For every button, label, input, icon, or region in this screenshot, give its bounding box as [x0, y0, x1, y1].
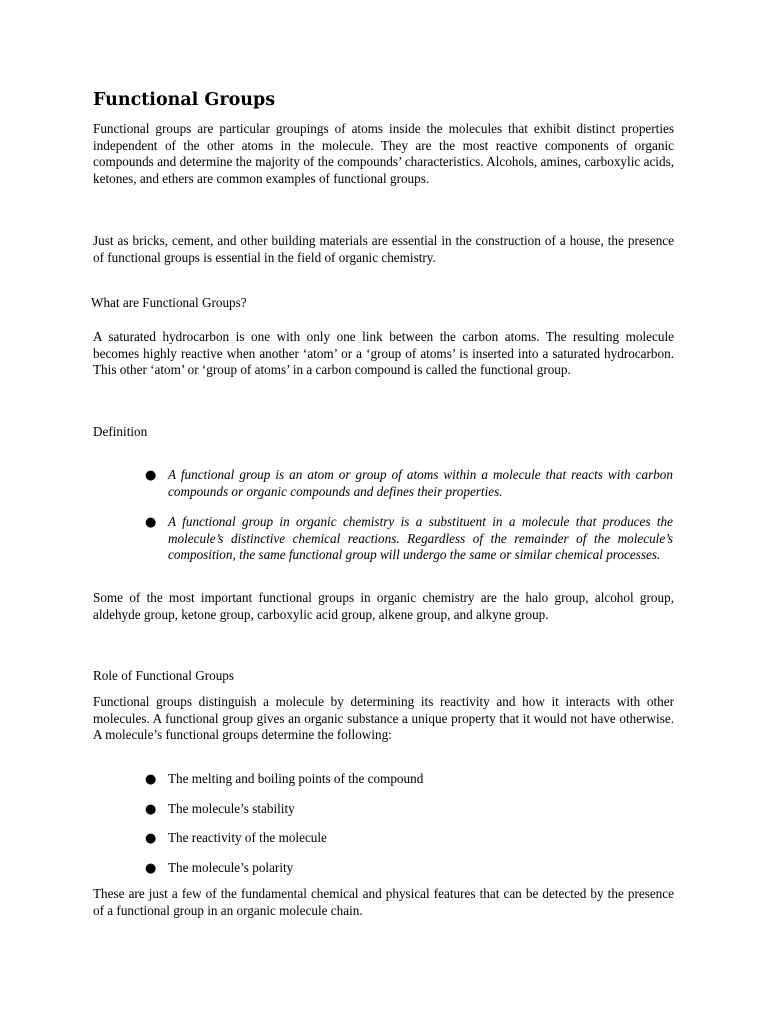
definition-item: [145, 467, 673, 500]
role-heading: Role of Functional Groups: [93, 668, 235, 683]
important-groups-paragraph: Some of the most important functional groups in organic chemistry are the halo group, alcohol group, aldehyde group, ketone group, carboxylic acid group, alkene group, and alkyne group.: [93, 590, 674, 622]
definition-item: [145, 514, 673, 564]
role-item-text: The molecule’s stability: [168, 801, 295, 816]
role-list-item: [145, 771, 673, 788]
role-list-item: [145, 830, 673, 847]
definition-text: A functional group in organic chemistry is a substituent in a molecule that produces the molecule’s distinctive chemical reactions. Regardless of the remainder of the molecule’s composition, the same functional group will undergo the same or similar chemical processes.: [168, 514, 673, 563]
page-title: Functional Groups: [93, 90, 276, 110]
bullet-icon: ●: [145, 861, 157, 876]
role-item-text: The molecule’s polarity: [168, 860, 294, 875]
bullet-icon: ●: [145, 831, 157, 846]
role-paragraph: Functional groups distinguish a molecule by determining its reactivity and how it interacts with other molecules. A functional group gives an organic substance a unique property that it would not have otherwise. A molecule’s functional groups determine the following:: [93, 694, 674, 743]
intro-paragraph: Functional groups are particular groupings of atoms inside the molecules that exhibit distinct properties independent of the other atoms in the molecule. They are the most reactive components of organic compounds and determine the majority of the compounds’ characteristics. Alcohols, amines, carboxylic acids, ketones, and ethers are common examples of functional groups.: [93, 121, 674, 186]
role-list-item: [145, 801, 673, 818]
bullet-icon: ●: [145, 468, 157, 483]
analogy-paragraph: Just as bricks, cement, and other building materials are essential in the construction of a house, the presence of functional groups is essential in the field of organic chemistry.: [93, 233, 674, 265]
what-paragraph: A saturated hydrocarbon is one with only one link between the carbon atoms. The resulting molecule becomes highly reactive when another ‘atom’ or a ‘group of atoms’ is inserted into a saturated hydrocarbon. This other ‘atom’ or ‘group of atoms’ in a carbon compound is called the functional group.: [93, 329, 674, 378]
definition-heading: Definition: [93, 424, 148, 439]
definition-text: A functional group is an atom or group of atoms within a molecule that reacts with carbon compounds or organic compounds and defines their properties.: [168, 467, 673, 499]
role-item-text: The reactivity of the molecule: [168, 830, 327, 845]
closing-paragraph: These are just a few of the fundamental chemical and physical features that can be detected by the presence of a functional group in an organic molecule chain.: [93, 886, 674, 918]
what-heading: What are Functional Groups?: [91, 295, 247, 310]
bullet-icon: ●: [145, 802, 157, 817]
role-list-item: [145, 860, 673, 877]
role-item-text: The melting and boiling points of the compound: [168, 771, 424, 786]
bullet-icon: ●: [145, 772, 157, 787]
bullet-icon: ●: [145, 515, 157, 530]
